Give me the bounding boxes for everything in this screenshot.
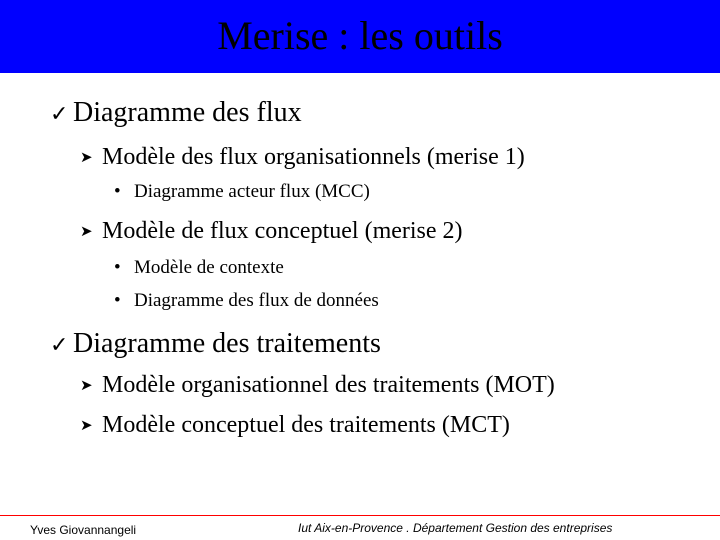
bullet-item-label: Modèle de contexte bbox=[134, 257, 284, 278]
bullet-item-label: Diagramme des flux de données bbox=[134, 290, 379, 311]
bullet-item-label: Diagramme acteur flux (MCC) bbox=[134, 181, 370, 202]
bullet-item-contexte bbox=[114, 256, 284, 280]
check-mark-icon: ✓ bbox=[50, 102, 69, 127]
footer-divider bbox=[0, 515, 720, 516]
section-heading-traitements bbox=[50, 327, 381, 363]
slide-title: Merise : les outils bbox=[217, 13, 503, 58]
bullet-dot-icon: • bbox=[114, 181, 121, 202]
list-item-mct bbox=[80, 410, 510, 440]
list-item-label: Modèle des flux organisationnels (merise 1) bbox=[102, 144, 525, 170]
list-item-flux-organisationnels bbox=[80, 142, 525, 172]
section-heading-flux bbox=[50, 96, 302, 132]
list-item-label: Modèle organisationnel des traitements (MOT) bbox=[102, 372, 555, 398]
check-mark-icon: ✓ bbox=[50, 333, 69, 358]
arrow-right-icon: ➤ bbox=[80, 222, 93, 240]
bullet-dot-icon: • bbox=[114, 290, 121, 311]
section-heading-label: Diagramme des flux bbox=[73, 97, 302, 128]
bullet-item-mcc bbox=[114, 180, 370, 204]
bullet-item-flux-donnees bbox=[114, 289, 379, 313]
bullet-dot-icon: • bbox=[114, 257, 121, 278]
list-item-mot bbox=[80, 370, 555, 400]
list-item-flux-conceptuel bbox=[80, 216, 463, 246]
section-heading-label: Diagramme des traitements bbox=[73, 328, 381, 359]
arrow-right-icon: ➤ bbox=[80, 376, 93, 394]
footer-author: Yves Giovannangeli bbox=[30, 523, 137, 537]
list-item-label: Modèle de flux conceptuel (merise 2) bbox=[102, 218, 463, 244]
arrow-right-icon: ➤ bbox=[80, 416, 93, 434]
title-bar bbox=[0, 0, 720, 73]
arrow-right-icon: ➤ bbox=[80, 148, 93, 166]
footer-institution: Iut Aix-en-Provence . Département Gestion des entreprises bbox=[298, 521, 613, 535]
list-item-label: Modèle conceptuel des traitements (MCT) bbox=[102, 412, 510, 438]
